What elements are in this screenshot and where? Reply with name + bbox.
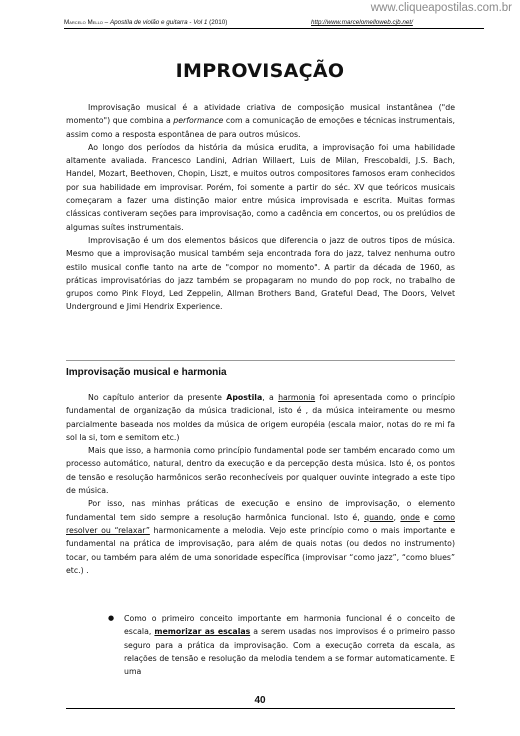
section-title: Improvisação musical e harmonia xyxy=(66,367,227,378)
intro-text xyxy=(66,101,455,314)
watermark: www.cliqueapostilas.com.br xyxy=(370,2,512,14)
list-item: ● Como o primeiro conceito importante em harmonia funcional é o conceito de escala, memorizar as escalas a serem usadas nos improvisos é o primeiro passo seguro para a prática da improvisação. Com a execução correta da escala, as relações de tensão e resolução da melodia tendem a se formar automaticamente. E uma xyxy=(108,614,455,677)
bullet-list xyxy=(108,612,455,678)
section-paragraph-2: Mais que isso, a harmonia como princípio fundamental pode ser também encarado como um processo automático, natural, dentro da execução e da percepção desta música. Isto é, os pontos de tensão e resolução harmônicos serão reconhecíveis por qualquer ouvinte integrado a este tipo de música. xyxy=(66,446,455,496)
harmonia-link[interactable]: harmonia xyxy=(278,393,316,402)
footer-divider xyxy=(66,708,455,709)
page-number: 40 xyxy=(254,695,266,706)
section-paragraph-3: Por isso, nas minhas práticas de execução e ensino de improvisação, o elemento fundamental tem sido sempre a resolução harmônica funcional. Isto é, quando, onde e como resolver ou “relaxar” harmonicamente a melodia. Vejo este princípio como o mais importante e fundamental na prática de improvisação, para além de quais notas (ou dedos no instrumento) tocar, ou também para além de uma sonoridade específica (improvisar “como jazz”, “como blues” etc.) . xyxy=(66,499,456,575)
header-citation: Marcelo Mello – Apostila de violão e guitarra - Vol 1 (2010) xyxy=(64,19,228,26)
header-year: (2010) xyxy=(207,19,228,26)
bullet-icon: ● xyxy=(108,614,115,622)
header-volume: Vol 1 xyxy=(193,19,208,26)
section-paragraph-1: No capítulo anterior da presente Apostila, a harmonia foi apresentada como o princípio fundamental de organização da música tradicional, isto é , da música inteiramente ou mesmo parcialmente baseada nos moldes da música de origem européia (escala maior, notas do re mi fa sol la si, tom e semitom etc.) xyxy=(66,393,455,442)
intro-paragraph-3: Improvisação é um dos elementos básicos que diferencia o jazz de outros tipos de música. Mesmo que a improvisação musical também seja encontrada fora do jazz, talvez nenhuma outro estilo musical confie tanto na arte de "compor no momento". A partir da década de 1960, as práticas improvisatórias do jazz também se propagaram no mundo do pop rock, no trabalho de grupos como Pink Floyd, Led Zeppelin, Allman Brothers Band, Grateful Dead, The Doors, Velvet Underground e Jimi Hendrix Experience. xyxy=(66,235,455,312)
header-author: Marcelo Mello xyxy=(64,19,103,26)
section-text xyxy=(66,391,455,577)
page-header xyxy=(64,18,484,29)
section-divider xyxy=(66,360,455,361)
header-url-link[interactable]: http://www.marcelomelloweb.cjb.net/ xyxy=(311,19,413,26)
intro-paragraph-1: Improvisação musical é a atividade criativa de composição musical instantânea ("de momento") que combina a performance com a comunicação de emoções e técnicas instrumentais, assim como a resposta espontânea de para outros músicos. xyxy=(66,103,455,139)
header-publication: Apostila de violão e guitarra xyxy=(109,19,188,26)
page-title: IMPROVISAÇÃO xyxy=(175,60,345,82)
intro-paragraph-2: Ao longo dos períodos da história da música erudita, a improvisação foi uma habilidade altamente avaliada. Francesco Landini, Adrian Willaert, Luis de Milan, Frescobaldi, J.S. Bach, Handel, Mozart, Beethoven, Chopin, Liszt, e muitos outros compositores famosos eram conhecidos por sua habilidade em improvisar. Porém, foi somente a partir do séc. XV que teóricos musicais começaram a fazer uma distinção maior entre música improvisada e escrita. Muitas formas clássicas contiveram seções para improvisação, como a cadência em concertos, ou os prelúdios de algumas suítes instrumentais. xyxy=(66,142,455,232)
